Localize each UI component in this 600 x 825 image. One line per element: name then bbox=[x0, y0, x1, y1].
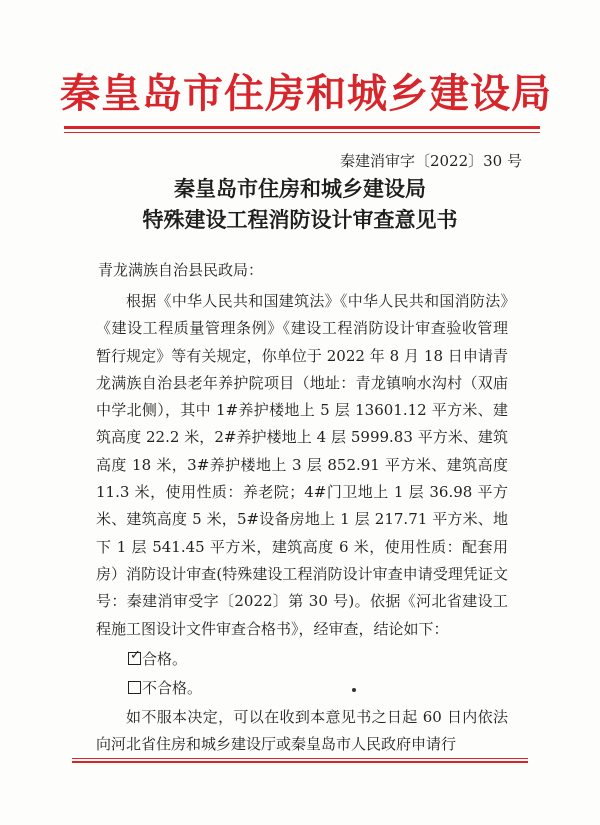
scan-speck bbox=[352, 688, 356, 692]
option-fail bbox=[128, 677, 202, 698]
addressee: 青龙满族自治县民政局： bbox=[98, 261, 264, 279]
document-title-line-2: 特殊建设工程消防设计审查意见书 bbox=[142, 208, 458, 232]
document-title-line-1: 秦皇岛市住房和城乡建设局 bbox=[174, 177, 426, 201]
masthead-rule-thick bbox=[64, 126, 540, 129]
closing-paragraph: 如不服本决定，可以在收到本意见书之日起 60 日内依法向河北省住房和城乡建设厅或秦皇岛市人民政府申请行 bbox=[96, 708, 508, 754]
option-pass bbox=[128, 648, 187, 669]
checkbox-checked-icon: ✓ bbox=[130, 648, 141, 663]
footer-rule-thin bbox=[72, 758, 528, 759]
option-pass-label: 合格。 bbox=[142, 650, 188, 668]
document-number: 秦建消审字〔2022〕30 号 bbox=[339, 152, 522, 170]
body-paragraph: 根据《中华人民共和国建筑法》《中华人民共和国消防法》《建设工程质量管理条例》《建设工程消防设计审查验收管理暂行规定》等有关规定，你单位于 2022 年 8 月 18 日申请青龙满族自治县老年养护院项目（地址：青龙镇响水沟村（双庙中学北侧），其中 1#养护楼地上 5 层 13601.12 平方米、建筑高度 22.2 米，2#养护楼地上 4 层 5999.83 平方米、建筑高度 18 米，3#养护楼地上 3 层 852.91 平方米、建筑高度 11.3 米，使用性质：养老院；4#门卫地上 1 层 36.98 平方米、建筑高度 5 米，5#设备房地上 1 层 217.71 平方米、地下 1 层 541.45 平方米，建筑高度 6 米，使用性质：配套用房）消防设计审查(特殊建设工程消防设计审查申请受理凭证文号：秦建消审受字〔2022〕第 30 号)。依据《河北省建设工程施工图设计文件审查合格书》，经审查，结论如下： bbox=[96, 292, 508, 638]
masthead: 秦皇岛市住房和城乡建设局 bbox=[60, 70, 552, 117]
checkbox-empty-icon bbox=[128, 681, 141, 694]
footer-rule-thick bbox=[72, 761, 528, 763]
masthead-rule-thin bbox=[64, 132, 540, 133]
option-fail-label: 不合格。 bbox=[142, 679, 203, 697]
